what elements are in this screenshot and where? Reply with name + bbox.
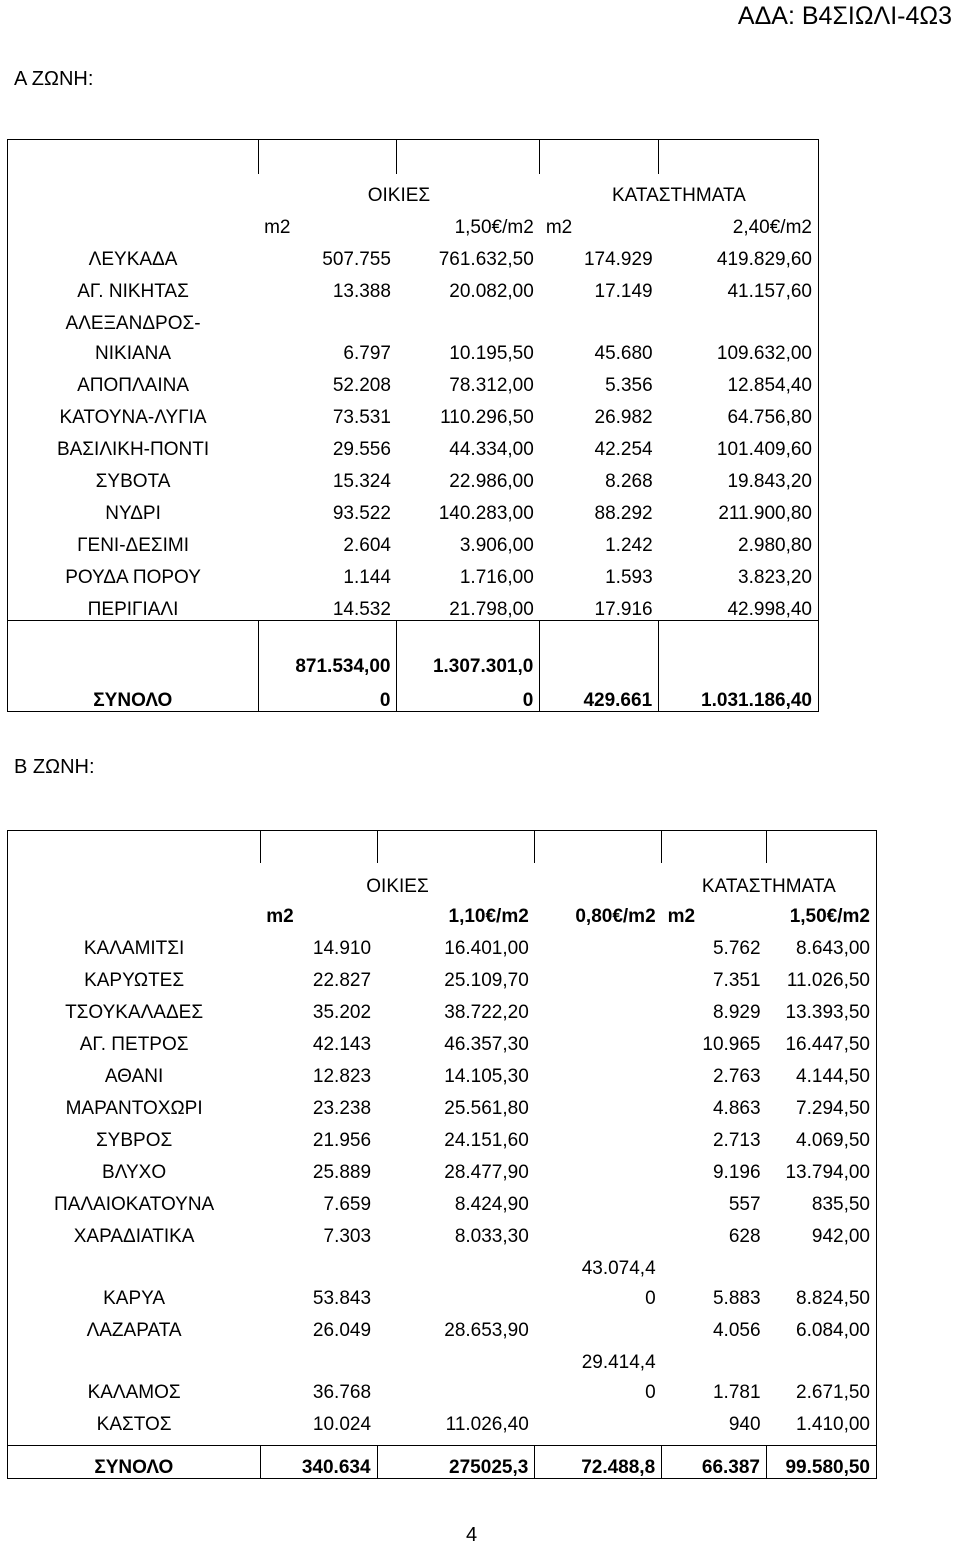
row-value: 2.980,80 bbox=[738, 535, 812, 556]
row-value bbox=[535, 1341, 662, 1403]
spacer-cell bbox=[8, 1435, 261, 1446]
row-value: 53.843 bbox=[312, 1288, 372, 1309]
column-header-row bbox=[8, 206, 819, 238]
table-row bbox=[8, 991, 877, 1023]
zone-b-table bbox=[7, 830, 877, 1479]
row-value: 6.797 bbox=[343, 343, 391, 364]
table-row bbox=[8, 959, 877, 991]
spacer-cell bbox=[535, 1435, 662, 1446]
total-row bbox=[8, 649, 819, 712]
group-header-row bbox=[8, 174, 819, 206]
row-value: 23.238 bbox=[312, 1098, 372, 1119]
blank-cell bbox=[659, 140, 819, 175]
row-value: 1.781 bbox=[712, 1382, 761, 1403]
row-value: 36.768 bbox=[312, 1382, 372, 1403]
row-value: 16.401,00 bbox=[444, 938, 529, 959]
spacer-cell bbox=[8, 621, 259, 650]
row-name: ΑΛΕΞΑΝΔΡΟΣ- bbox=[65, 313, 201, 334]
row-value: 22.986,00 bbox=[449, 471, 534, 492]
row-value: 174.929 bbox=[583, 249, 653, 270]
row-value bbox=[258, 302, 397, 334]
row-value: 35.202 bbox=[312, 1002, 372, 1023]
row-value: 419.829,60 bbox=[716, 249, 812, 270]
row-value: 8.268 bbox=[605, 471, 653, 492]
header-spacer bbox=[8, 863, 261, 897]
row-name: ΑΓ. ΠΕΤΡΟΣ bbox=[79, 1034, 189, 1055]
total-value bbox=[397, 649, 540, 712]
total-value: 66.387 bbox=[662, 1446, 767, 1479]
row-value: 19.843,20 bbox=[727, 471, 812, 492]
column-header-m2-col: m2 bbox=[545, 217, 573, 238]
row-value: 8.643,00 bbox=[796, 938, 870, 959]
zone-b-title: Β ΖΩΝΗ: bbox=[14, 756, 95, 778]
row-name: ΚΑΛΑΜΟΣ bbox=[87, 1382, 181, 1403]
row-value: 21.956 bbox=[312, 1130, 372, 1151]
spacer-cell bbox=[767, 1435, 877, 1446]
value-line: 0 bbox=[645, 1382, 656, 1403]
header-spacer bbox=[535, 863, 662, 897]
spacer-cell bbox=[659, 621, 819, 650]
row-value bbox=[535, 1023, 662, 1055]
table-row bbox=[8, 1055, 877, 1087]
ada-code: ΑΔΑ: Β4ΣΙΩΛΙ-4Ω3 bbox=[737, 2, 952, 30]
total-line: 0 bbox=[522, 690, 534, 711]
row-value: 4.056 bbox=[712, 1320, 761, 1341]
table-row bbox=[8, 1151, 877, 1183]
header-spacer bbox=[8, 897, 261, 927]
table-row bbox=[8, 1247, 877, 1309]
row-value: 628 bbox=[728, 1226, 761, 1247]
total-row bbox=[8, 1446, 877, 1479]
row-value: 110.296,50 bbox=[440, 407, 534, 428]
zone-a-title: Α ΖΩΝΗ: bbox=[14, 68, 94, 90]
row-value: 940 bbox=[728, 1414, 761, 1435]
table-row bbox=[8, 492, 819, 524]
table-row bbox=[8, 364, 819, 396]
row-value: 11.026,50 bbox=[786, 970, 870, 991]
row-value: 10.965 bbox=[702, 1034, 761, 1055]
line-gap bbox=[403, 677, 533, 691]
blank-cell bbox=[540, 140, 659, 175]
row-value: 21.798,00 bbox=[449, 599, 534, 620]
row-value: 1.593 bbox=[605, 567, 653, 588]
value-line: 43.074,4 bbox=[581, 1258, 656, 1279]
row-value: 8.033,30 bbox=[454, 1226, 529, 1247]
total-value: 275025,3 bbox=[377, 1446, 535, 1479]
row-value: 28.653,90 bbox=[444, 1320, 529, 1341]
row-value: 2.671,50 bbox=[796, 1382, 870, 1403]
row-value bbox=[377, 1341, 535, 1403]
group-header-shops: ΚΑΤΑΣΤΗΜΑΤΑ bbox=[611, 185, 746, 206]
row-value: 7.294,50 bbox=[796, 1098, 870, 1119]
table-row bbox=[8, 238, 819, 270]
row-name: ΑΓ. ΝΙΚΗΤΑΣ bbox=[77, 281, 189, 302]
group-header-houses: ΟΙΚΙΕΣ bbox=[367, 185, 431, 206]
column-header-m2-col: m2 bbox=[264, 217, 291, 238]
row-value: 25.889 bbox=[312, 1162, 372, 1183]
total-line: 1.307.301,0 bbox=[432, 656, 534, 677]
spacer-cell bbox=[540, 621, 659, 650]
row-value: 1.242 bbox=[605, 535, 653, 556]
group-header-row bbox=[8, 863, 877, 897]
page-number: 4 bbox=[466, 1524, 478, 1546]
row-value: 88.292 bbox=[594, 503, 653, 524]
row-value: 17.916 bbox=[594, 599, 653, 620]
row-value bbox=[535, 1087, 662, 1119]
spacer-row bbox=[8, 621, 819, 650]
row-value: 2.604 bbox=[343, 535, 391, 556]
blank-cell bbox=[258, 140, 397, 175]
column-header-row bbox=[8, 897, 877, 927]
row-value bbox=[535, 959, 662, 991]
row-value: 7.351 bbox=[712, 970, 761, 991]
row-value: 22.827 bbox=[312, 970, 372, 991]
row-name: ΣΥΒΟΤΑ bbox=[95, 471, 171, 492]
row-value: 46.357,30 bbox=[444, 1034, 529, 1055]
table-row bbox=[8, 1341, 877, 1403]
row-name: ΣΥΒΡΟΣ bbox=[95, 1130, 173, 1151]
row-value: 140.283,00 bbox=[438, 503, 534, 524]
table-row bbox=[8, 428, 819, 460]
total-label: ΣΥΝΟΛΟ bbox=[8, 649, 259, 712]
row-value: 42.254 bbox=[594, 439, 653, 460]
blank-row bbox=[8, 140, 819, 175]
value-line: 29.414,4 bbox=[581, 1352, 656, 1373]
spacer-cell bbox=[260, 1435, 377, 1446]
row-name: ΝΙΚΙΑΝΑ bbox=[95, 343, 172, 364]
row-value: 101.409,60 bbox=[716, 439, 812, 460]
row-value: 73.531 bbox=[332, 407, 391, 428]
row-value bbox=[535, 1055, 662, 1087]
row-value: 507.755 bbox=[322, 249, 391, 270]
spacer-cell bbox=[662, 1435, 767, 1446]
row-value: 10.024 bbox=[312, 1414, 372, 1435]
row-value: 16.447,50 bbox=[785, 1034, 870, 1055]
blank-cell bbox=[8, 140, 259, 175]
row-name: ΜΑΡΑΝΤΟΧΩΡΙ bbox=[65, 1098, 203, 1119]
row-value: 17.149 bbox=[594, 281, 653, 302]
row-value: 42.143 bbox=[312, 1034, 372, 1055]
row-value: 78.312,00 bbox=[449, 375, 534, 396]
row-value: 835,50 bbox=[811, 1194, 870, 1215]
row-value: 9.196 bbox=[712, 1162, 761, 1183]
row-value bbox=[397, 302, 540, 334]
row-name: ΒΑΣΙΛΙΚΗ-ΠΟΝΤΙ bbox=[56, 439, 210, 460]
row-value: 5.762 bbox=[712, 938, 761, 959]
row-value: 15.324 bbox=[332, 471, 391, 492]
total-line: 871.534,00 bbox=[295, 656, 391, 677]
row-value: 14.105,30 bbox=[444, 1066, 529, 1087]
row-value: 44.334,00 bbox=[449, 439, 534, 460]
column-header-m2-col: m2 bbox=[667, 906, 696, 927]
table-row bbox=[8, 270, 819, 302]
row-name: ΤΣΟΥΚΑΛΑΔΕΣ bbox=[65, 1002, 204, 1023]
spacer-cell bbox=[258, 621, 397, 650]
line-gap bbox=[265, 677, 391, 691]
table-row bbox=[8, 1215, 877, 1247]
row-value: 41.157,60 bbox=[727, 281, 812, 302]
total-line: 0 bbox=[379, 690, 391, 711]
row-value: 8.824,50 bbox=[796, 1288, 870, 1309]
table-row bbox=[8, 1087, 877, 1119]
row-value: 211.900,80 bbox=[718, 503, 812, 524]
row-value: 4.863 bbox=[712, 1098, 761, 1119]
total-value: 340.634 bbox=[260, 1446, 377, 1479]
column-header-price-col: 2,40€/m2 bbox=[732, 217, 812, 238]
blank-cell bbox=[535, 831, 662, 864]
column-header-price-col: 1,10€/m2 bbox=[448, 906, 529, 927]
row-value: 14.532 bbox=[332, 599, 391, 620]
table-row bbox=[8, 1183, 877, 1215]
table-row bbox=[8, 1023, 877, 1055]
table-row bbox=[8, 1309, 877, 1341]
group-header-shops: ΚΑΤΑΣΤΗΜΑΤΑ bbox=[701, 876, 836, 897]
group-header-houses: ΟΙΚΙΕΣ bbox=[366, 876, 429, 897]
row-value: 3.906,00 bbox=[459, 535, 534, 556]
row-value: 761.632,50 bbox=[438, 249, 534, 270]
table-row bbox=[8, 1119, 877, 1151]
table-row bbox=[8, 460, 819, 492]
total-label: ΣΥΝΟΛΟ bbox=[8, 1446, 261, 1479]
row-value: 7.303 bbox=[323, 1226, 372, 1247]
row-name: ΓΕΝΙ-ΔΕΣΙΜΙ bbox=[77, 535, 190, 556]
column-header-price-alt-col: 0,80€/m2 bbox=[575, 906, 656, 927]
blank-cell bbox=[767, 831, 877, 864]
row-value: 28.477,90 bbox=[444, 1162, 529, 1183]
row-name: ΠΕΡΙΓΙΑΛΙ bbox=[87, 599, 179, 620]
row-value: 29.556 bbox=[332, 439, 391, 460]
row-value: 24.151,60 bbox=[444, 1130, 529, 1151]
total-value: 99.580,50 bbox=[767, 1446, 877, 1479]
row-name: ΚΑΤΟΥΝΑ-ΛΥΓΙΑ bbox=[59, 407, 207, 428]
row-value: 45.680 bbox=[594, 343, 653, 364]
row-value: 20.082,00 bbox=[449, 281, 534, 302]
row-value: 26.982 bbox=[594, 407, 653, 428]
row-value bbox=[535, 1247, 662, 1309]
row-value bbox=[535, 1403, 662, 1435]
row-value: 42.998,40 bbox=[727, 599, 812, 620]
table-row bbox=[8, 927, 877, 959]
blank-row bbox=[8, 831, 877, 864]
row-value bbox=[535, 1151, 662, 1183]
row-value: 52.208 bbox=[332, 375, 391, 396]
row-value: 14.910 bbox=[312, 938, 372, 959]
row-value: 4.069,50 bbox=[796, 1130, 870, 1151]
total-value bbox=[258, 649, 397, 712]
spacer-row bbox=[8, 1435, 877, 1446]
line-gap bbox=[541, 1373, 656, 1383]
row-value bbox=[535, 991, 662, 1023]
row-name: ΡΟΥΔΑ ΠΟΡΟΥ bbox=[65, 567, 201, 588]
blank-cell bbox=[260, 831, 377, 864]
row-name: ΒΛΥΧΟ bbox=[102, 1162, 167, 1183]
row-value: 2.713 bbox=[712, 1130, 761, 1151]
header-spacer bbox=[8, 174, 259, 206]
row-value: 12.823 bbox=[312, 1066, 372, 1087]
row-name: ΑΘΑΝΙ bbox=[104, 1066, 164, 1087]
row-value bbox=[535, 927, 662, 959]
row-value: 13.393,50 bbox=[785, 1002, 870, 1023]
row-value: 25.561,80 bbox=[444, 1098, 529, 1119]
blank-cell bbox=[397, 140, 540, 175]
row-value bbox=[535, 1215, 662, 1247]
table-row bbox=[8, 334, 819, 364]
blank-cell bbox=[377, 831, 535, 864]
row-value: 8.929 bbox=[712, 1002, 761, 1023]
column-header-price-col: 1,50€/m2 bbox=[454, 217, 534, 238]
row-value: 557 bbox=[728, 1194, 761, 1215]
row-value bbox=[659, 302, 819, 334]
column-header-m2-col: m2 bbox=[266, 906, 294, 927]
row-name: ΚΑΛΑΜΙΤΣΙ bbox=[83, 938, 185, 959]
row-name: ΝΥΔΡΙ bbox=[105, 503, 161, 524]
row-name: ΧΑΡΑΔΙΑΤΙΚΑ bbox=[73, 1226, 195, 1247]
row-value: 3.823,20 bbox=[738, 567, 812, 588]
row-value: 5.356 bbox=[605, 375, 653, 396]
header-spacer bbox=[8, 206, 259, 238]
row-value: 6.084,00 bbox=[796, 1320, 870, 1341]
row-name: ΚΑΡΥΑ bbox=[103, 1288, 166, 1309]
spacer-cell bbox=[397, 621, 540, 650]
row-name: ΠΑΛΑΙΟΚΑΤΟΥΝΑ bbox=[53, 1194, 215, 1215]
row-value: 109.632,00 bbox=[716, 343, 812, 364]
row-value: 13.794,00 bbox=[785, 1162, 870, 1183]
row-name: ΚΑΣΤΟΣ bbox=[96, 1414, 172, 1435]
row-value: 64.756,80 bbox=[727, 407, 812, 428]
row-value: 10.195,50 bbox=[449, 343, 534, 364]
row-value: 13.388 bbox=[332, 281, 391, 302]
row-value: 12.854,40 bbox=[727, 375, 812, 396]
spacer-cell bbox=[377, 1435, 535, 1446]
row-value bbox=[535, 1309, 662, 1341]
row-value: 942,00 bbox=[811, 1226, 870, 1247]
total-value: 429.661 bbox=[540, 649, 659, 712]
row-name: ΛΕΥΚΑΔΑ bbox=[88, 249, 178, 270]
row-value: 1.716,00 bbox=[459, 567, 534, 588]
table-row bbox=[8, 1403, 877, 1435]
blank-cell bbox=[662, 831, 767, 864]
row-value bbox=[535, 1119, 662, 1151]
table-row bbox=[8, 524, 819, 556]
row-value: 2.763 bbox=[712, 1066, 761, 1087]
total-value: 1.031.186,40 bbox=[701, 690, 812, 711]
table-row bbox=[8, 588, 819, 621]
row-value: 1.144 bbox=[343, 567, 391, 588]
row-value: 26.049 bbox=[312, 1320, 372, 1341]
row-name: ΚΑΡΥΩΤΕΣ bbox=[84, 970, 185, 991]
row-value bbox=[540, 302, 659, 334]
total-value: 72.488,8 bbox=[535, 1446, 662, 1479]
row-name: ΛΑΖΑΡΑΤΑ bbox=[86, 1320, 182, 1341]
row-value: 5.883 bbox=[712, 1288, 761, 1309]
row-value: 4.144,50 bbox=[796, 1066, 870, 1087]
table-row bbox=[8, 396, 819, 428]
row-value bbox=[377, 1247, 535, 1309]
row-value: 93.522 bbox=[332, 503, 391, 524]
blank-cell bbox=[8, 831, 261, 864]
row-value: 1.410,00 bbox=[796, 1414, 870, 1435]
row-value: 8.424,90 bbox=[454, 1194, 529, 1215]
value-line: 0 bbox=[645, 1288, 656, 1309]
table-row bbox=[8, 302, 819, 334]
row-name: ΑΠΟΠΛΑΙΝΑ bbox=[77, 375, 190, 396]
zone-a-table bbox=[7, 139, 819, 712]
column-header-price-col: 1,50€/m2 bbox=[789, 906, 870, 927]
row-value bbox=[535, 1183, 662, 1215]
row-value: 25.109,70 bbox=[444, 970, 529, 991]
row-value: 7.659 bbox=[323, 1194, 372, 1215]
table-row bbox=[8, 556, 819, 588]
row-value: 11.026,40 bbox=[445, 1414, 529, 1435]
line-gap bbox=[541, 1279, 656, 1289]
row-value: 38.722,20 bbox=[444, 1002, 529, 1023]
